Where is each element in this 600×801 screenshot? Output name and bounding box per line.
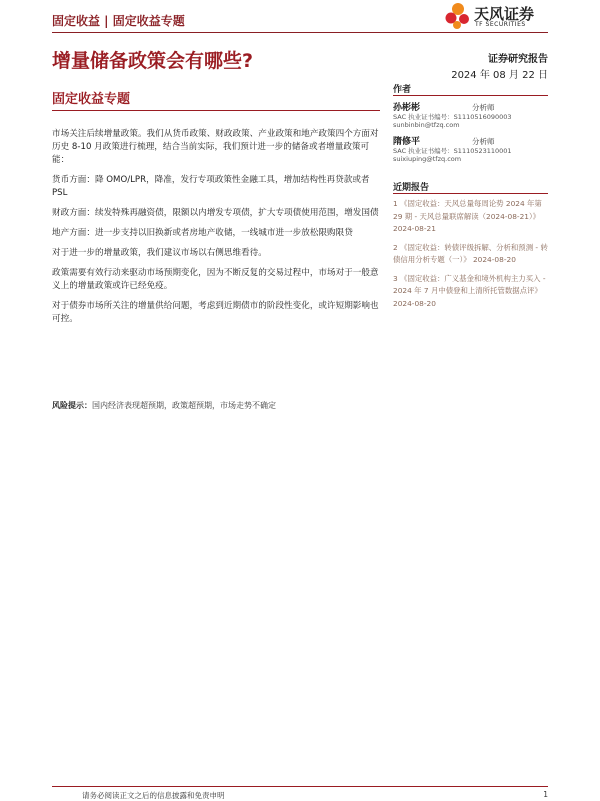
body-paragraph: 政策需要有效行动来驱动市场预期变化，因为不断反复的交易过程中，市场对于一般意义上的增量政策或许已经免疫。 (52, 268, 379, 291)
author-email[interactable]: sunbinbin@tfzq.com (393, 121, 460, 129)
logo-subtext: TF SECURITIES (475, 21, 526, 28)
report-subtitle: 固定收益专题 (52, 92, 131, 107)
body-paragraph: 对于债券市场所关注的增量供给问题，考虑到近期债市的阶段性变化，或许短期影响也可控。 (52, 301, 379, 324)
page-number: 1 (543, 790, 548, 799)
risk-text: 国内经济表现超预期，政策超预期，市场走势不确定 (92, 401, 276, 410)
authors-divider (393, 95, 548, 96)
risk-warning (52, 400, 382, 411)
risk-label: 风险提示： (52, 401, 92, 410)
recent-reports-heading: 近期报告 (393, 183, 430, 193)
body-paragraph: 货币方面：降 OMO/LPR，降准，发行专项政策性金融工具，增加结构性再贷款或者 PSL (52, 175, 370, 198)
body-paragraph: 财政方面：续发特殊再融资债，限额以内增发专项债，扩大专项债使用范围，增发国债 (52, 208, 379, 218)
recent-report-link[interactable]: 3 《固定收益：广义基金和境外机构主力买入 - 2024 年 7 月中债登和上清所托管数据点评》 2024-08-20 (393, 273, 546, 308)
report-title: 增量储备政策会有哪些? (52, 50, 254, 72)
author-name: 孙彬彬 (393, 103, 421, 113)
author-email[interactable]: suixiuping@tfzq.com (393, 155, 462, 163)
logo-mark-icon (444, 2, 472, 30)
subtitle-divider (52, 110, 380, 111)
body-paragraph: 市场关注后续增量政策。我们从货币政策、财政政策、产业政策和地产政策四个方面对历史 8-10 月政策进行梳理，结合当前实际，我们预计进一步的储备或者增量政策可能： (52, 129, 379, 165)
body-paragraph: 对于进一步的增量政策，我们建议市场以右侧思维看待。 (52, 248, 267, 258)
recent-report-link[interactable]: 1 《固定收益：天风总量每周论势 2024 年第 29 期 - 天风总量联席解读（2024-08-21）》 2024-08-21 (393, 199, 542, 233)
logo-text: 天风证券 (474, 5, 535, 23)
header-breadcrumb: 固定收益 | 固定收益专题 (52, 14, 185, 28)
body-paragraph: 地产方面：进一步支持以旧换新或者房地产收储，一线城市进一步放松限购限贷 (52, 228, 353, 238)
author-cert: SAC 执业证书编号：S1110523110001 (393, 147, 512, 155)
header-divider (52, 32, 548, 33)
author-name: 隋修平 (393, 137, 421, 147)
author-role: 分析师 (472, 137, 495, 146)
authors-heading: 作者 (393, 85, 412, 95)
author-role: 分析师 (472, 103, 495, 112)
report-type: 证券研究报告 (488, 54, 548, 65)
recent-reports-list (393, 198, 548, 316)
recent-reports-divider (393, 193, 548, 194)
recent-report-link[interactable]: 2 《固定收益：转债评级拆解、分析和预测 - 转债信用分析专题（一）》 2024-08-20 (393, 242, 548, 264)
report-date: 2024 年 08 月 22 日 (451, 70, 548, 81)
footer-divider (52, 786, 548, 787)
company-logo (444, 2, 552, 30)
author-cert: SAC 执业证书编号：S1110516090003 (393, 113, 512, 121)
footer-disclaimer: 请务必阅读正文之后的信息披露和免责申明 (82, 791, 225, 800)
report-body (52, 128, 382, 333)
